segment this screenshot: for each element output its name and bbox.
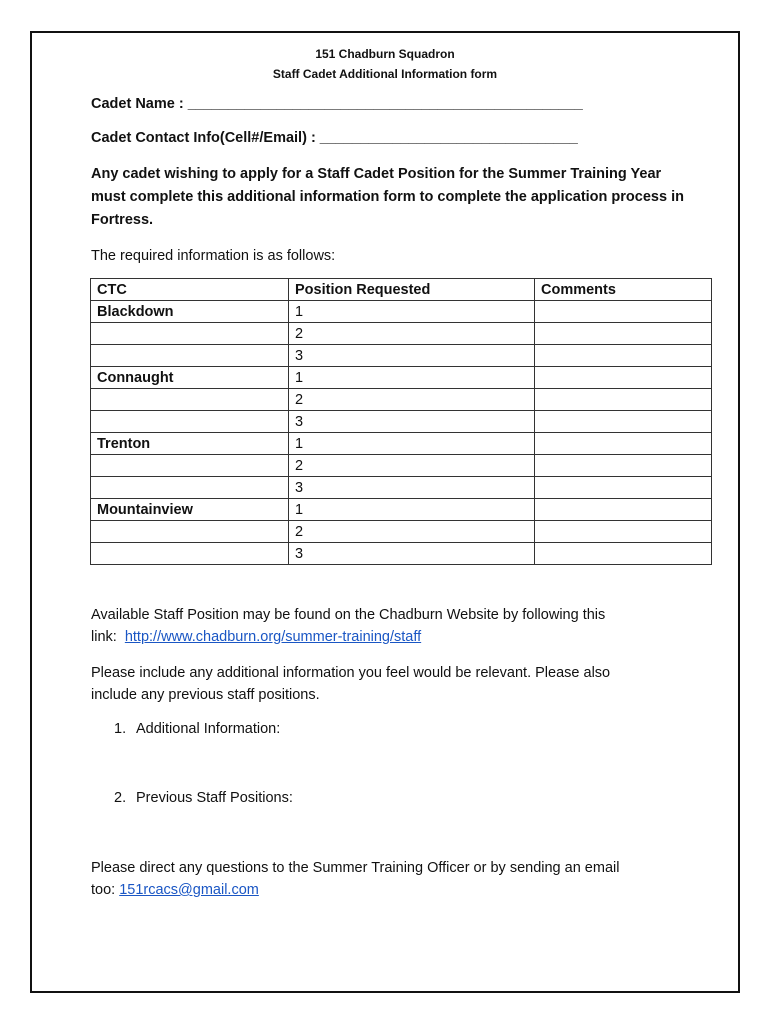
comments-cell[interactable] xyxy=(535,521,712,543)
position-cell: 1 xyxy=(289,433,535,455)
ctc-cell: Blackdown xyxy=(91,301,289,323)
list-number: 1. xyxy=(114,721,127,737)
comments-cell[interactable] xyxy=(535,411,712,433)
ctc-cell xyxy=(91,455,289,477)
comments-cell[interactable] xyxy=(535,433,712,455)
comments-cell[interactable] xyxy=(535,499,712,521)
ctc-cell xyxy=(91,323,289,345)
staff-positions-link[interactable]: http://www.chadburn.org/summer-training/staff xyxy=(124,629,422,645)
ctc-cell xyxy=(91,543,289,565)
additional-info-text-2: include any previous staff positions. xyxy=(91,687,320,703)
comments-cell[interactable] xyxy=(535,477,712,499)
list-item-previous-staff-positions[interactable] xyxy=(114,790,293,806)
ctc-cell: Connaught xyxy=(91,367,289,389)
comments-cell[interactable] xyxy=(535,389,712,411)
position-cell: 3 xyxy=(289,345,535,367)
position-cell: 3 xyxy=(289,411,535,433)
position-cell: 2 xyxy=(289,323,535,345)
ctc-cell xyxy=(91,389,289,411)
table-row xyxy=(91,345,712,367)
comments-cell[interactable] xyxy=(535,367,712,389)
intro-paragraph: Any cadet wishing to apply for a Staff Cadet Position for the Summer Training Year must complete this additional information form to complete the application process in Fortress. xyxy=(91,166,684,228)
contact-email-link[interactable]: 151rcacs@gmail.com xyxy=(119,882,259,898)
list-number: 2. xyxy=(114,790,127,806)
table-row xyxy=(91,433,712,455)
contact-text: Please direct any questions to the Summer Training Officer or by sending an email xyxy=(91,860,620,876)
table-row xyxy=(91,543,712,565)
table-row xyxy=(91,301,712,323)
comments-cell[interactable] xyxy=(535,301,712,323)
cadet-name-field[interactable]: Cadet Name : _________________________________________________ xyxy=(91,96,583,112)
list-item-additional-information[interactable] xyxy=(114,721,280,737)
position-cell: 2 xyxy=(289,389,535,411)
comments-cell[interactable] xyxy=(535,323,712,345)
ctc-cell: Mountainview xyxy=(91,499,289,521)
table-row xyxy=(91,367,712,389)
email-prefix: too: xyxy=(91,882,120,898)
form-title: Staff Cadet Additional Information form xyxy=(272,67,498,81)
position-cell: 1 xyxy=(289,301,535,323)
table-row xyxy=(91,323,712,345)
comments-cell[interactable] xyxy=(535,543,712,565)
header-comments: Comments xyxy=(535,279,712,301)
table-row xyxy=(91,389,712,411)
table-row xyxy=(91,499,712,521)
header-position: Position Requested xyxy=(289,279,535,301)
squadron-title: 151 Chadburn Squadron xyxy=(315,47,455,61)
ctc-cell xyxy=(91,521,289,543)
header-ctc: CTC xyxy=(91,279,289,301)
ctc-cell xyxy=(91,345,289,367)
table-row xyxy=(91,521,712,543)
table-row xyxy=(91,455,712,477)
available-link-line xyxy=(91,626,421,648)
additional-info-text-1: Please include any additional information you feel would be relevant. Please also xyxy=(91,665,611,681)
list-label: Previous Staff Positions: xyxy=(136,790,293,806)
position-cell: 3 xyxy=(289,477,535,499)
table-row xyxy=(91,477,712,499)
table-row xyxy=(91,411,712,433)
contact-email-line xyxy=(91,879,259,901)
contact-info-field[interactable]: Cadet Contact Info(Cell#/Email) : ________________________________ xyxy=(91,130,578,146)
comments-cell[interactable] xyxy=(535,455,712,477)
link-prefix: link: xyxy=(91,629,125,645)
available-positions-text: Available Staff Position may be found on the Chadburn Website by following this xyxy=(91,607,606,623)
ctc-cell xyxy=(91,477,289,499)
required-info-text: The required information is as follows: xyxy=(91,248,336,264)
position-cell: 2 xyxy=(289,455,535,477)
position-cell: 2 xyxy=(289,521,535,543)
comments-cell[interactable] xyxy=(535,345,712,367)
position-cell: 1 xyxy=(289,499,535,521)
list-label: Additional Information: xyxy=(136,721,281,737)
table-header-row xyxy=(91,279,712,301)
ctc-cell: Trenton xyxy=(91,433,289,455)
ctc-cell xyxy=(91,411,289,433)
position-cell: 3 xyxy=(289,543,535,565)
position-request-table xyxy=(90,278,712,565)
position-cell: 1 xyxy=(289,367,535,389)
